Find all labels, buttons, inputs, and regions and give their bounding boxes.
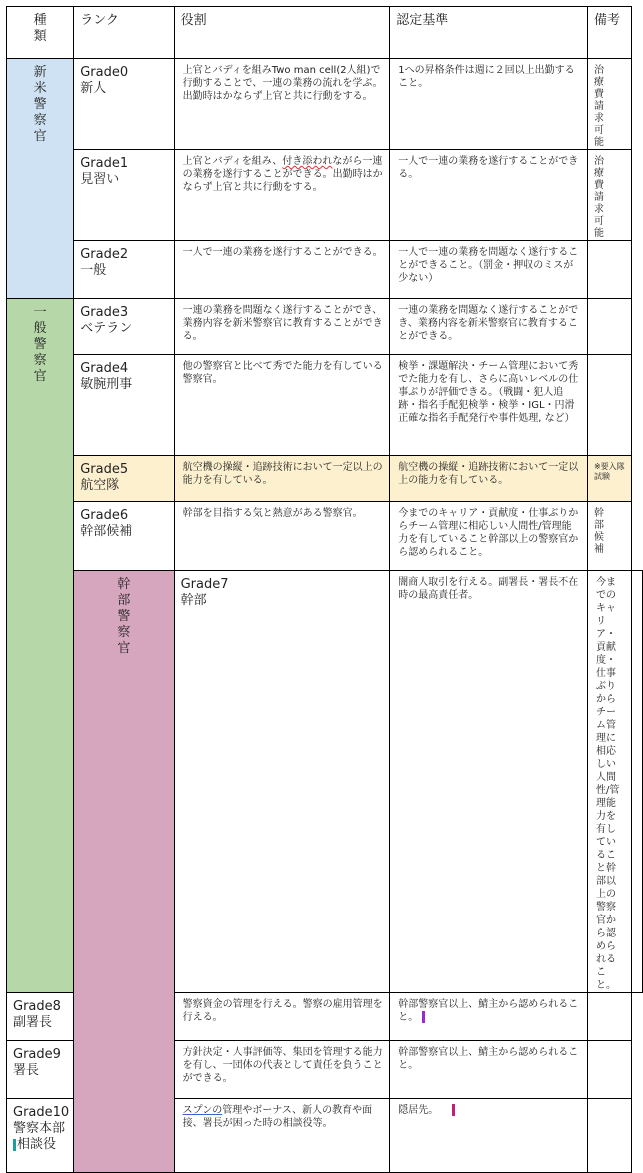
criteria-cell: 一人で一連の業務を問題なく遂行することができること。（罰金・押収のミスが少ない） <box>390 241 588 299</box>
note-cell: 幹部候補 <box>587 502 631 571</box>
note-cell: ※要入隊試験 <box>587 456 631 502</box>
rank-cell: Grade1 見習い <box>74 150 174 241</box>
rank-cell: Grade9 署長 <box>7 1041 74 1099</box>
criteria-cell: 一人で一連の業務を遂行することができる。 <box>390 150 588 241</box>
note-cell: 治療費請求可能 <box>587 59 631 150</box>
header-category: 種類 <box>7 7 74 59</box>
table-row <box>7 299 643 355</box>
header-rank: ランク <box>74 7 174 59</box>
spellcheck-underline: スプンの <box>182 1105 223 1116</box>
table-row <box>7 241 643 299</box>
table-row-highlighted <box>7 456 643 502</box>
criteria-cell: 幹部警察官以上、鯖主から認められること。 <box>390 1041 588 1099</box>
role-cell: 他の警察官と比べて秀でた能力を有している警察官。 <box>174 355 390 456</box>
rank-cell: Grade3 ベテラン <box>74 299 174 355</box>
role-cell: 上官とバディを組み、付き添われながら一連の業務を遂行することができる。出勤時はかならず上官と共に行動をする。 <box>174 150 390 241</box>
role-cell: 一連の業務を問題なく遂行することができ、業務内容を新米警察官に教育することができる。 <box>174 299 390 355</box>
category-cell-general: 一般警察官 <box>7 299 74 993</box>
criteria-cell: 幹部警察官以上、鯖主から認められること。 <box>390 993 588 1041</box>
rank-cell: Grade8 副署長 <box>7 993 74 1041</box>
note-cell <box>587 1099 631 1173</box>
comment-flag-icon[interactable] <box>422 1011 425 1023</box>
category-cell-rookie: 新米警察官 <box>7 59 74 299</box>
table-row <box>7 355 643 456</box>
note-cell <box>587 241 631 299</box>
table-row <box>7 150 643 241</box>
text-cursor-icon <box>13 1139 16 1151</box>
role-cell: スプンの管理やボーナス、新人の教育や面接、署長が困った時の相談役等。 <box>174 1099 390 1173</box>
rank-cell: Grade6 幹部候補 <box>74 502 174 571</box>
header-criteria: 認定基準 <box>390 7 588 59</box>
role-cell: 航空機の操縦・追跡技術において一定以上の能力を有している。 <box>174 456 390 502</box>
rank-cell: Grade2 一般 <box>74 241 174 299</box>
table-row <box>7 59 643 150</box>
note-cell <box>587 1041 631 1099</box>
criteria-cell: 1への昇格条件は週に２回以上出勤すること。 <box>390 59 588 150</box>
comment-flag-icon[interactable] <box>452 1104 455 1116</box>
criteria-cell: 隠居先。 <box>390 1099 588 1173</box>
criteria-cell: 今までのキャリア・貢献度・仕事ぶりからチーム管理に相応しい人間性/管理能力を有していること幹部以上の警察官から認められること。 <box>587 571 631 993</box>
header-notes: 備考 <box>587 7 631 59</box>
table-row <box>7 502 643 571</box>
criteria-cell: 一連の業務を問題なく遂行することができ、業務内容を新米警察官に教育することができる。 <box>390 299 588 355</box>
table-row <box>7 571 643 993</box>
role-cell: 方針決定・人事評価等、集団を管理する能力を有し、一団体の代表として責任を負うことができる。 <box>174 1041 390 1099</box>
note-cell <box>587 299 631 355</box>
note-cell <box>587 355 631 456</box>
rank-table <box>6 6 643 1173</box>
rank-cell: Grade4 敏腕刑事 <box>74 355 174 456</box>
rank-cell: Grade0 新人 <box>74 59 174 150</box>
role-cell: 一人で一連の業務を遂行することができる。 <box>174 241 390 299</box>
criteria-cell: 検挙・課題解決・チーム管理において秀でた能力を有し、さらに高いレベルの仕事ぶりが評価できる。（戦闘・犯人追跡・指名手配犯検挙・検挙・IGL・円滑正確な指名手配発行や事件処理, など） <box>390 355 588 456</box>
rank-cell: Grade10 警察本部 相談役 <box>7 1099 74 1173</box>
role-cell: 警察資金の管理を行える。警察の雇用管理を行える。 <box>174 993 390 1041</box>
criteria-cell: 航空機の操縦・追跡技術において一定以上の能力を有している。 <box>390 456 588 502</box>
note-cell: 治療費請求可能 <box>587 150 631 241</box>
spellcheck-underline: 付き添われ <box>282 156 333 167</box>
criteria-cell: 今までのキャリア・貢献度・仕事ぶりからチーム管理に相応しい人間性/管理能力を有していること幹部以上の警察官から認められること。 <box>390 502 588 571</box>
header-role: 役割 <box>174 7 390 59</box>
note-cell <box>587 993 631 1041</box>
header-row <box>7 7 643 59</box>
rank-cell: Grade7 幹部 <box>174 571 390 993</box>
note-cell <box>632 571 643 993</box>
role-cell: 上官とバディを組みTwo man cell(2人組)で行動することで、一連の業務の流れを学ぶ。出勤時はかならず上官と共に行動をする。 <box>174 59 390 150</box>
category-cell-executive: 幹部警察官 <box>74 571 174 1173</box>
rank-cell: Grade5 航空隊 <box>74 456 174 502</box>
role-cell: 闇商人取引を行える。副署長・署長不在時の最高責任者。 <box>390 571 588 993</box>
role-cell: 幹部を目指する気と熱意がある警察官。 <box>174 502 390 571</box>
